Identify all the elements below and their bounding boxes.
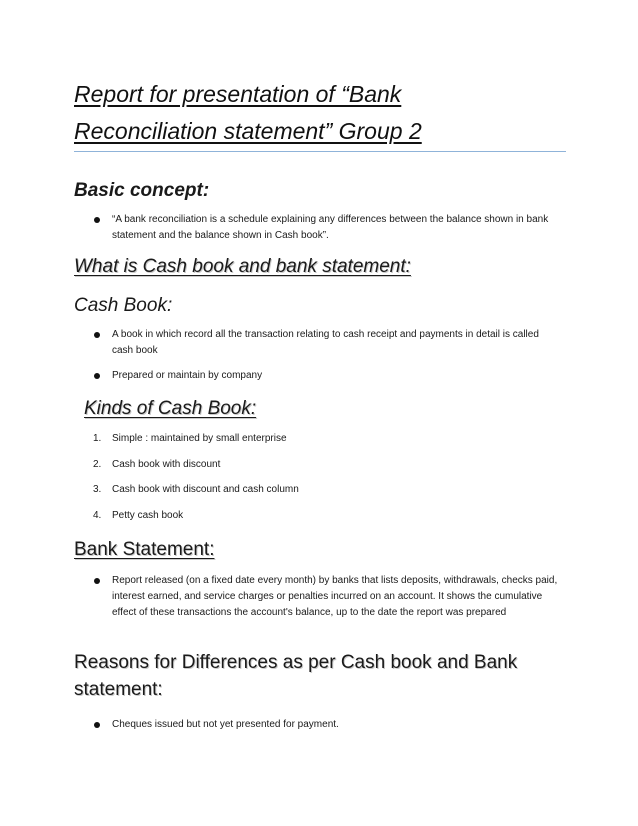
title-divider xyxy=(74,151,566,152)
list-item-text: Simple : maintained by small enterprise xyxy=(112,433,287,444)
list-number: 3. xyxy=(93,484,102,495)
cash-book-heading: Cash Book: xyxy=(74,295,173,316)
list-item-text: Prepared or maintain by company xyxy=(112,370,263,381)
list-item-text: Cash book with discount and cash column xyxy=(112,484,299,495)
list-item-text: “A bank reconciliation is a schedule explaining any differences between the balance shown in bank statement and the balance shown in Cash book”. xyxy=(112,214,549,241)
document-title xyxy=(74,76,574,150)
list-item-text: A book in which record all the transaction relating to cash receipt and payments in detail is called cash book xyxy=(112,329,539,356)
bullet-icon xyxy=(94,578,100,584)
list-item-text: Report released (on a fixed date every month) by banks that lists deposits, withdrawals, checks paid, interest earned, and service charges or penalties incurred on an account. It shows the cumulative effect of these transactions the account's balance, up to the date the report was prepared xyxy=(112,575,558,618)
kinds-heading: Kinds of Cash Book: xyxy=(84,398,257,419)
bank-statement-heading: Bank Statement: xyxy=(74,539,215,560)
bullet-icon xyxy=(94,217,100,223)
list-number: 2. xyxy=(93,459,102,470)
title-line-1: Report for presentation of “Bank xyxy=(74,81,402,107)
list-item-text: Cash book with discount xyxy=(112,459,221,470)
list-number: 4. xyxy=(93,510,102,521)
title-line-2: Reconciliation statement” Group 2 xyxy=(74,118,422,144)
reasons-heading: Reasons for Differences as per Cash book and Bank statement: xyxy=(74,652,518,700)
bullet-icon xyxy=(94,722,100,728)
list-item-text: Cheques issued but not yet presented for payment. xyxy=(112,719,339,730)
cash-vs-bank-heading: What is Cash book and bank statement: xyxy=(74,256,411,277)
list-item-text: Petty cash book xyxy=(112,510,184,521)
list-number: 1. xyxy=(93,433,102,444)
bullet-icon xyxy=(94,373,100,379)
basic-concept-heading: Basic concept: xyxy=(74,180,210,201)
bullet-icon xyxy=(94,332,100,338)
